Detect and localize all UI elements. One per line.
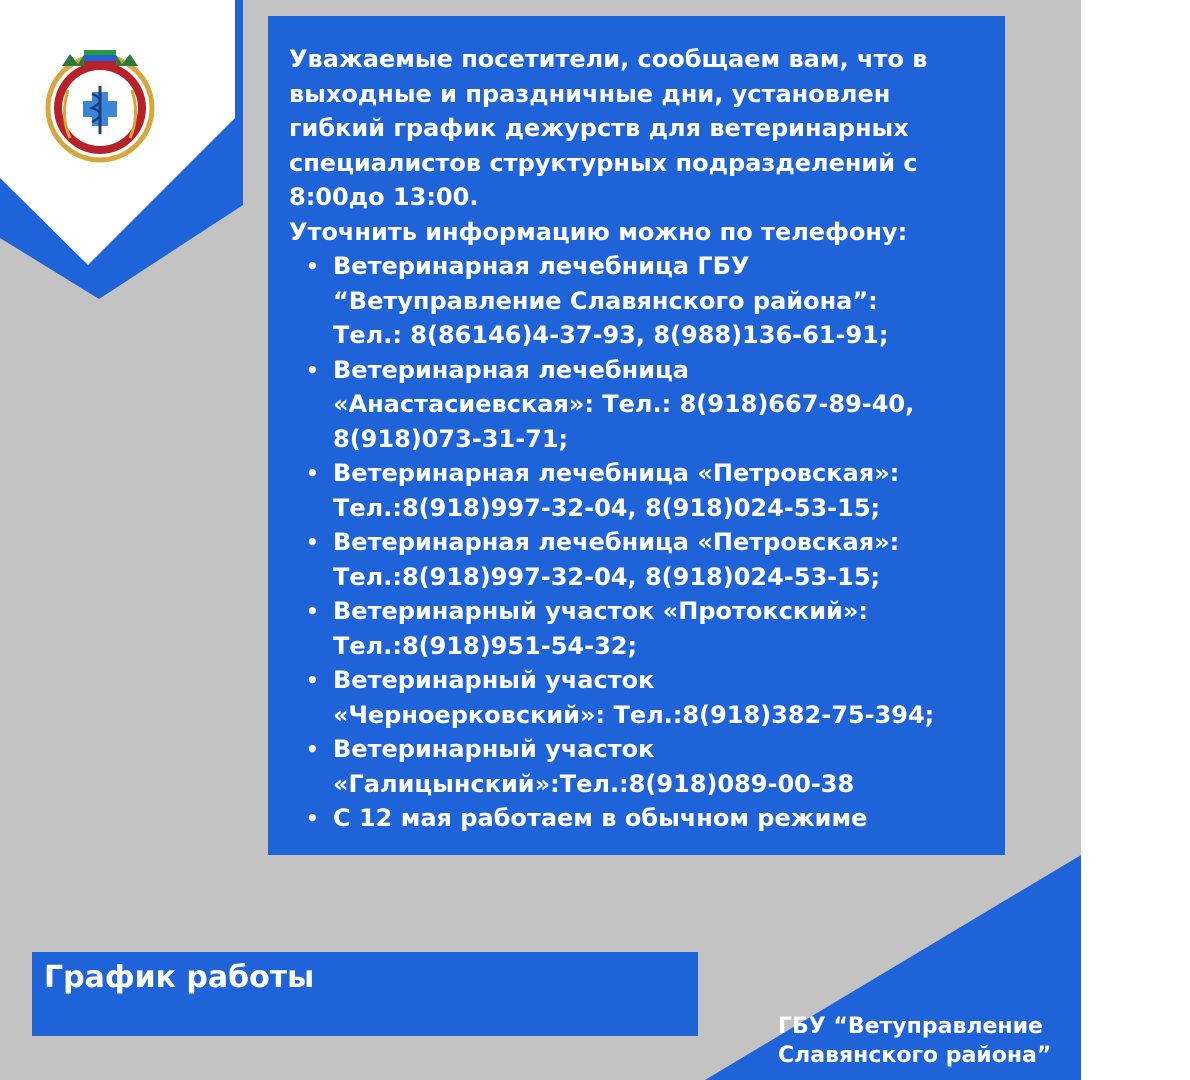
notice-contact-line: Уточнить информацию можно по телефону: — [289, 217, 908, 246]
notice-panel — [268, 16, 1005, 855]
list-item: • Ветеринарная лечебница ГБУ “Ветуправление Славянского района”: Тел.: 8(86146)4-37-93, 8(988)136-61-91; — [333, 249, 993, 353]
list-item: • Ветеринарная лечебница «Анастасиевская»: Тел.: 8(918)667-89-40, 8(918)073-31-71; — [333, 353, 993, 457]
list-item: • Ветеринарный участок «Черноерковский»: Тел.:8(918)382-75-394; — [333, 663, 993, 732]
contact-list — [289, 249, 993, 836]
schedule-title: График работы — [44, 960, 315, 995]
list-item: • Ветеринарный участок «Галицынский»:Тел.:8(918)089-00-38 — [333, 732, 993, 801]
schedule-banner — [32, 952, 698, 1036]
list-item: • Ветеринарная лечебница «Петровская»: Тел.:8(918)997-32-04, 8(918)024-53-15; — [333, 456, 993, 525]
notice-intro: Уважаемые посетители, сообщаем вам, что в выходные и праздничные дни, установлен гибкий график дежурств для ветеринарных специалистов структурных подразделений с 8:00до 13:00. — [289, 45, 928, 211]
organization-name — [778, 1012, 1078, 1070]
organization-line-2: Славянского района” — [778, 1043, 1052, 1068]
list-item: • Ветеринарный участок «Протокский»: Тел.:8(918)951-54-32; — [333, 594, 993, 663]
list-item: • Ветеринарная лечебница «Петровская»: Тел.:8(918)997-32-04, 8(918)024-53-15; — [333, 525, 993, 594]
list-item: • С 12 мая работаем в обычном режиме — [333, 801, 993, 836]
veterinary-department-emblem — [40, 46, 160, 166]
organization-line-1: ГБУ “Ветуправление — [778, 1014, 1043, 1039]
